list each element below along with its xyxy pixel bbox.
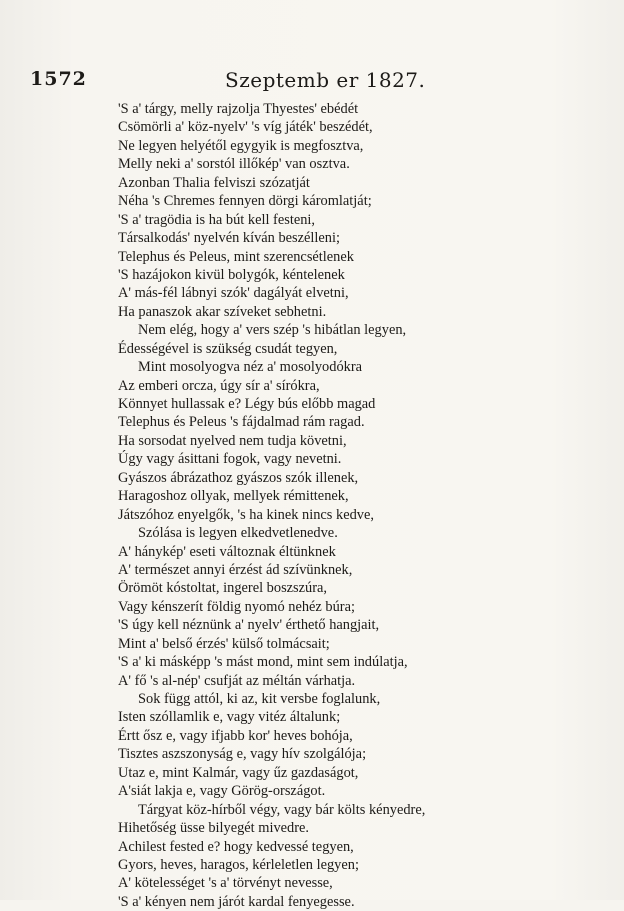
- verse-line: Ha sorsodat nyelved nem tudja követni,: [118, 432, 347, 449]
- verse-line: Játszóhoz enyelgők, 's ha kinek nincs kedve,: [118, 506, 374, 523]
- verse-line: Ha panaszok akar szíveket sebhetni.: [118, 303, 327, 320]
- verse-line: A' fő 's al-nép' csufját az méltán várhatja.: [118, 672, 356, 689]
- verse-line: Szólása is legyen elkedvetlenedve.: [138, 525, 338, 542]
- running-title: Szeptemb er 1827.: [225, 68, 426, 92]
- verse-line: Isten szóllamlik e, vagy vitéz általunk;: [118, 709, 341, 726]
- verse-line: Achilest fested e? hogy kedvessé tegyen,: [118, 838, 354, 855]
- verse-line: Édességével is szükség csudát tegyen,: [118, 340, 338, 357]
- verse-line: Telephus és Peleus 's fájdalmad rám ragad.: [118, 414, 365, 431]
- verse-line: Társalkodás' nyelvén kíván beszélleni;: [118, 230, 340, 247]
- verse-line: Örömöt kóstoltat, ingerel boszszúra,: [118, 580, 328, 597]
- verse-line: A' hánykép' eseti változnak éltünknek: [118, 543, 336, 560]
- verse-line: 'S hazájokon kivül bolygók, kéntelenek: [118, 266, 345, 283]
- verse-line: Sok függ attól, ki az, kit versbe foglalunk,: [138, 691, 381, 707]
- verse-line: A'siát lakja e, vagy Görög-országot.: [118, 783, 326, 800]
- verse-line: Könnyet hullassak e? Légy bús előbb magad: [118, 396, 376, 412]
- verse-line: 'S a' tárgy, melly rajzolja Thyestes' ebédét: [118, 101, 359, 117]
- verse-line: Néha 's Chremes fennyen dörgi káromlatját;: [118, 193, 372, 210]
- verse-line: Tárgyat köz-hírből végy, vagy bár költs kényedre,: [138, 801, 426, 818]
- verse-line: Gyors, heves, haragos, kérleletlen legyen;: [118, 856, 359, 873]
- verse-line: Úgy vagy ásittani fogok, vagy nevetni.: [118, 451, 342, 468]
- verse-line: 'S a' kényen nem járót kardal fenyegesse.: [118, 893, 355, 910]
- verse-line: Nem elég, hogy a' vers szép 's hibátlan legyen,: [138, 322, 407, 339]
- verse-line: Telephus és Peleus, mint szerencsétlenek: [118, 248, 354, 265]
- verse-line: Utaz e, mint Kalmár, vagy űz gazdaságot,: [118, 764, 359, 781]
- verse-line: Azonban Thalia felviszi szózatját: [118, 174, 310, 191]
- verse-line: Értt ősz e, vagy ifjabb kor' heves bohója,: [118, 727, 353, 744]
- page-header: [30, 62, 590, 96]
- page-number: 1572: [30, 68, 87, 90]
- verse-line: Csömörli a' köz-nyelv' 's víg játék' beszédét,: [118, 119, 373, 136]
- verse-line: Haragoshoz ollyak, mellyek rémittenek,: [118, 488, 349, 505]
- verse-line: A' kötelességet 's a' törvényt nevesse,: [118, 875, 333, 892]
- verse-line: 'S a' tragödia is ha bút kell festeni,: [118, 211, 316, 228]
- verse-line: Gyászos ábrázathoz gyászos szók illenek,: [118, 469, 359, 486]
- verse-line: Az emberi orcza, úgy sír a' sírókra,: [118, 377, 320, 394]
- verse-line: 'S úgy kell néznünk a' nyelv' érthető hangjait,: [118, 617, 380, 634]
- verse-line: Mint mosolyogva néz a' mosolyodókra: [138, 359, 363, 376]
- verse-line: Hihetőség üsse bilyegét mivedre.: [118, 820, 310, 837]
- verse-line: Mint a' belső érzés' külső tolmácsait;: [118, 635, 330, 652]
- verse-line: Tisztes aszszonyság e, vagy hív szolgálója;: [118, 746, 367, 763]
- verse-line: Ne legyen helyétől egygyik is megfosztva,: [118, 137, 364, 154]
- poem-text: [118, 100, 518, 911]
- verse-line: 'S a' ki másképp 's mást mond, mint sem indúlatja,: [118, 654, 408, 671]
- verse-line: Melly neki a' sorstól illőkép' van osztva.: [118, 156, 350, 173]
- verse-line: Vagy kénszerít földig nyomó nehéz búra;: [118, 598, 355, 615]
- verse-line: A' más-fél lábnyi szók' dagályát elvetni,: [118, 285, 349, 302]
- verse-line: A' természet annyi érzést ád szívünknek,: [118, 561, 353, 578]
